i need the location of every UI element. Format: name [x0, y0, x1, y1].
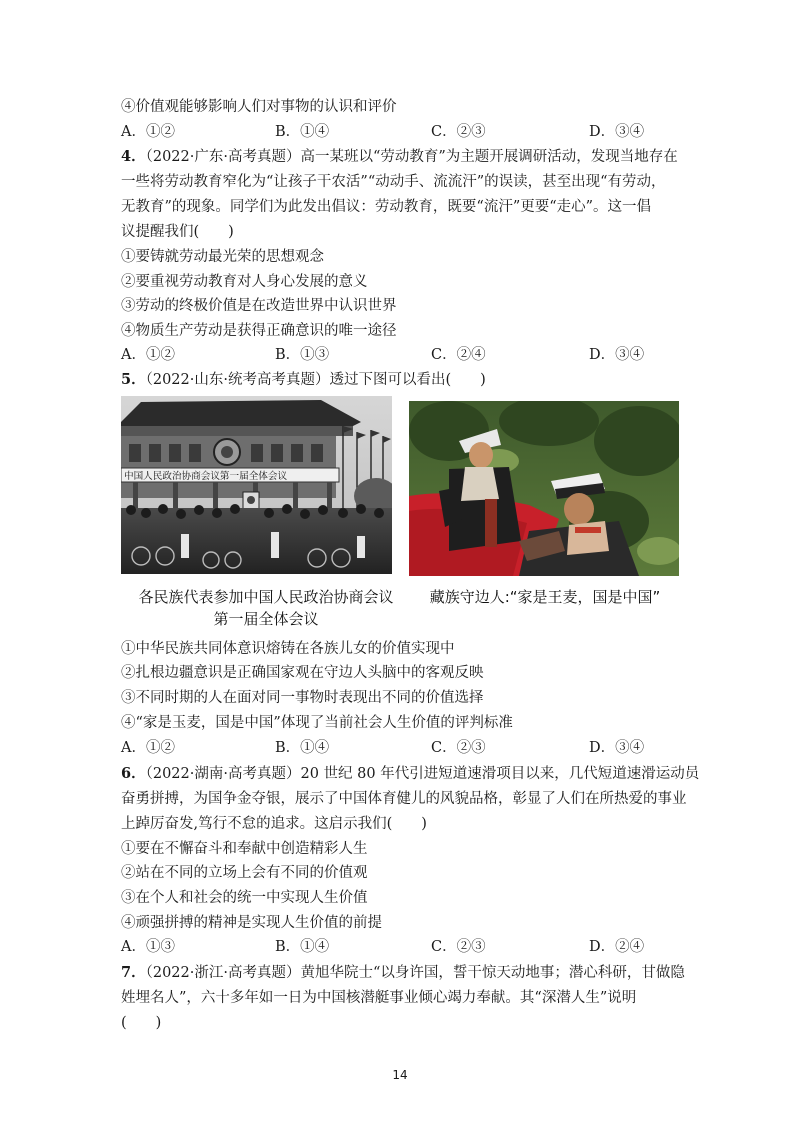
q6-item-4: ④顽强拼搏的精神是实现人生价值的前提	[121, 915, 382, 931]
q4-option-c[interactable]: C．②④	[431, 347, 486, 363]
q7-stem-line-1	[121, 962, 685, 984]
q6-options	[121, 936, 681, 958]
q4-stem-line-1	[121, 146, 678, 168]
q3-item-4: ④价值观能够影响人们对事物的认识和评价	[121, 99, 397, 115]
q5-option-c[interactable]: C．②③	[431, 740, 486, 756]
q5-item-1: ①中华民族共同体意识熔铸在各族儿女的价值实现中	[121, 641, 455, 657]
q7-stem-line-3: ( )	[121, 1015, 162, 1031]
q3-option-d[interactable]: D．③④	[589, 124, 645, 140]
q5-item-2: ②扎根边疆意识是正确国家观在守边人头脑中的客观反映	[121, 665, 484, 681]
q6-stem-line-3: 上踔厉奋发,笃行不怠的追求。这启示我们( )	[121, 816, 427, 832]
q4-item-2: ②要重视劳动教育对人身心发展的意义	[121, 274, 368, 290]
q5-stem	[121, 369, 486, 391]
q4-item-3: ③劳动的终极价值是在改造世界中认识世界	[121, 298, 397, 314]
q6-option-c[interactable]: C．②③	[431, 939, 486, 955]
q3-option-b[interactable]: B．①④	[275, 124, 330, 140]
q4-stem-line-4: 议提醒我们( )	[121, 224, 234, 240]
q6-item-1: ①要在不懈奋斗和奉献中创造精彩人生	[121, 841, 368, 857]
q6-stem-text-1: （2022·湖南·高考真题）20 世纪 80 年代引进短道速滑项目以来，几代短道速滑运动员	[145, 766, 700, 782]
tibetan-guards-illustration	[409, 401, 679, 576]
q5-options	[121, 737, 681, 759]
left-caption-line-1: 各民族代表参加中国人民政治协商会议	[138, 588, 394, 606]
right-photo-caption: 藏族守边人:“家是王麦，国是中国”	[429, 588, 661, 606]
q4-option-d[interactable]: D．③④	[589, 347, 645, 363]
q7-number: 7．	[121, 964, 146, 981]
q6-option-b[interactable]: B．①④	[275, 939, 330, 955]
q7-stem-line-2: 姓埋名人”，六十多年如一日为中国核潜艇事业倾心竭力奉献。其“深潜人生”说明	[121, 990, 637, 1006]
q4-stem-line-3: 无教育”的现象。同学们为此发出倡议：劳动教育，既要“流汗”更要“走心”。这一倡	[121, 199, 652, 215]
page-number: 14	[392, 1068, 408, 1082]
q4-item-1: ①要铸就劳动最光荣的思想观念	[121, 249, 324, 265]
q4-option-b[interactable]: B．①③	[275, 347, 330, 363]
q6-option-a[interactable]: A．①③	[121, 939, 175, 955]
q5-option-a[interactable]: A．①②	[121, 740, 175, 756]
q5-option-b[interactable]: B．①④	[275, 740, 330, 756]
q3-options	[121, 121, 681, 143]
q3-option-c[interactable]: C．②③	[431, 124, 486, 140]
cppcc-meeting-photo	[121, 396, 392, 574]
q6-number: 6．	[121, 765, 146, 782]
left-caption-line-2: 第一届全体会议	[213, 610, 319, 628]
q7-stem-text-1: （2022·浙江·高考真题）黄旭华院士“以身许国，誓干惊天动地事；潜心科研，甘做隐	[145, 965, 685, 981]
q4-item-4: ④物质生产劳动是获得正确意识的唯一途径	[121, 323, 397, 339]
q3-option-a[interactable]: A．①②	[121, 124, 175, 140]
q5-option-d[interactable]: D．③④	[589, 740, 645, 756]
q4-option-a[interactable]: A．①②	[121, 347, 175, 363]
q5-stem-text: （2022·山东·统考高考真题）透过下图可以看出( )	[145, 372, 486, 388]
cppcc-meeting-illustration	[121, 396, 392, 574]
banner-text: 中国人民政治协商会议第一届全体会议	[124, 471, 288, 482]
tibetan-border-guards-photo	[409, 401, 679, 576]
q4-number: 4．	[121, 148, 146, 165]
q6-option-d[interactable]: D．②④	[589, 939, 645, 955]
q5-item-3: ③不同时期的人在面对同一事物时表现出不同的价值选择	[121, 690, 484, 706]
q5-number: 5．	[121, 371, 146, 388]
q6-stem-line-2: 奋勇拼搏，为国争金夺银，展示了中国体育健儿的风貌品格，彰显了人们在所热爱的事业	[121, 791, 687, 807]
q6-item-3: ③在个人和社会的统一中实现人生价值	[121, 890, 368, 906]
q6-stem-line-1	[121, 763, 699, 785]
left-photo-caption	[121, 586, 411, 630]
q4-stem-text-1: （2022·广东·高考真题）高一某班以“劳动教育”为主题开展调研活动，发现当地存在	[145, 149, 678, 165]
q6-item-2: ②站在不同的立场上会有不同的价值观	[121, 865, 368, 881]
q4-stem-line-2: 一些将劳动教育窄化为“让孩子干农活”“动动手、流流汗”的误读，甚至出现“有劳动，	[121, 174, 666, 190]
q4-options	[121, 344, 681, 366]
q5-item-4: ④“家是玉麦，国是中国”体现了当前社会人生价值的评判标准	[121, 715, 513, 731]
